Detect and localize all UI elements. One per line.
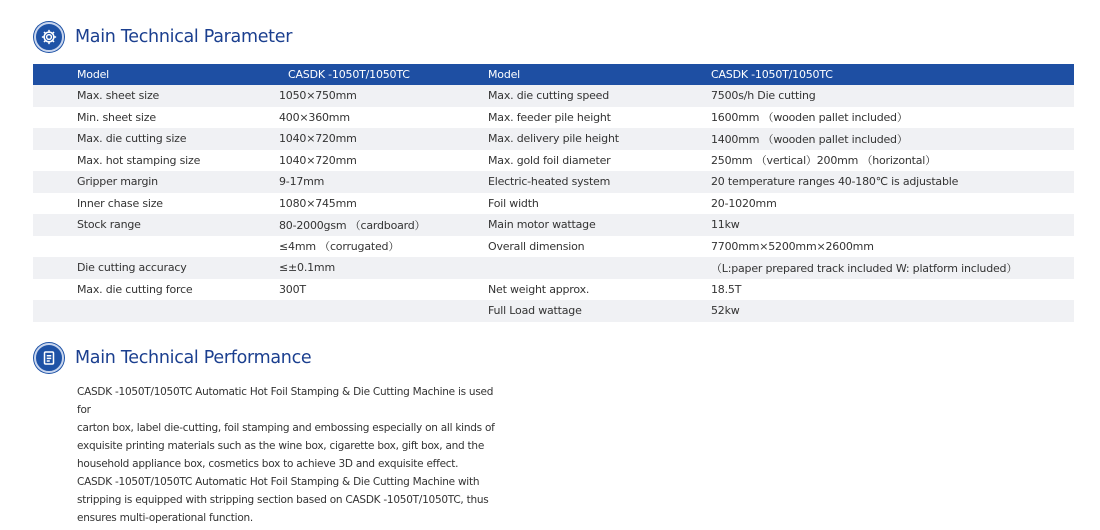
param-label: Net weight approx. [470, 279, 690, 301]
param-value: 250mm （vertical）200mm （horizontal） [690, 150, 1074, 172]
parameter-section-header [34, 22, 292, 52]
table-header-cell: CASDK -1050T/1050TC [690, 64, 1074, 85]
param-value: 300T [251, 279, 470, 301]
param-label: Max. hot stamping size [33, 150, 251, 172]
param-label: Max. gold foil diameter [470, 150, 690, 172]
param-label: Stock range [33, 214, 251, 236]
param-label [470, 257, 690, 279]
param-value: 1050×750mm [251, 85, 470, 107]
param-label: Electric-heated system [470, 171, 690, 193]
param-value: 7500s/h Die cutting [690, 85, 1074, 107]
param-value: 1600mm （wooden pallet included） [690, 107, 1074, 129]
table-row [33, 128, 1074, 150]
table-row [33, 214, 1074, 236]
param-label: Max. delivery pile height [470, 128, 690, 150]
param-label: Max. sheet size [33, 85, 251, 107]
description-line: ensures multi-operational function. [77, 512, 253, 524]
table-row [33, 150, 1074, 172]
param-value: （L:paper prepared track included W: platform included） [690, 257, 1074, 279]
param-value: 7700mm×5200mm×2600mm [690, 236, 1074, 258]
table-row [33, 171, 1074, 193]
param-label: Gripper margin [33, 171, 251, 193]
param-label [33, 300, 251, 322]
param-label: Inner chase size [33, 193, 251, 215]
param-value: 52kw [690, 300, 1074, 322]
table-row [33, 279, 1074, 301]
param-label: Full Load wattage [470, 300, 690, 322]
param-value: 1040×720mm [251, 128, 470, 150]
table-header-cell: Model [33, 64, 251, 85]
description-line: exquisite printing materials such as the wine box, cigarette box, gift box, and the [77, 440, 485, 452]
param-value: ≤±0.1mm [251, 257, 470, 279]
param-label: Overall dimension [470, 236, 690, 258]
param-value: ≤4mm （corrugated） [251, 236, 470, 258]
table-row [33, 85, 1074, 107]
param-label: Max. die cutting force [33, 279, 251, 301]
description-line: carton box, label die-cutting, foil stamping and embossing especially on all kinds of [77, 422, 495, 434]
param-value [251, 300, 470, 322]
param-value: 11kw [690, 214, 1074, 236]
param-value: 1040×720mm [251, 150, 470, 172]
description-line: CASDK -1050T/1050TC Automatic Hot Foil Stamping & Die Cutting Machine is used for [77, 386, 494, 416]
performance-section-header [34, 343, 311, 373]
param-value: 20-1020mm [690, 193, 1074, 215]
description-line: household appliance box, cosmetics box to achieve 3D and exquisite effect. [77, 458, 459, 470]
table-header-row [33, 64, 1074, 85]
performance-section-title: Main Technical Performance [75, 348, 312, 368]
param-label: Min. sheet size [33, 107, 251, 129]
gear-icon [34, 22, 64, 52]
param-label: Foil width [470, 193, 690, 215]
table-row [33, 193, 1074, 215]
param-value: 1080×745mm [251, 193, 470, 215]
param-value: 20 temperature ranges 40-180℃ is adjustable [690, 171, 1074, 193]
table-row [33, 107, 1074, 129]
performance-description [77, 383, 497, 527]
param-label [33, 236, 251, 258]
param-value: 9-17mm [251, 171, 470, 193]
parameter-section-title: Main Technical Parameter [75, 27, 293, 47]
parameter-table [33, 64, 1074, 322]
param-value: 18.5T [690, 279, 1074, 301]
table-header-cell: CASDK -1050T/1050TC [251, 64, 470, 85]
table-row [33, 236, 1074, 258]
description-line: stripping is equipped with stripping section based on CASDK -1050T/1050TC, thus [77, 494, 489, 506]
table-header-cell: Model [470, 64, 690, 85]
table-row [33, 257, 1074, 279]
document-icon [34, 343, 64, 373]
param-value: 400×360mm [251, 107, 470, 129]
description-line: CASDK -1050T/1050TC Automatic Hot Foil Stamping & Die Cutting Machine with [77, 476, 480, 488]
param-label: Max. die cutting speed [470, 85, 690, 107]
param-label: Die cutting accuracy [33, 257, 251, 279]
table-row [33, 300, 1074, 322]
param-label: Max. die cutting size [33, 128, 251, 150]
param-value: 1400mm （wooden pallet included） [690, 128, 1074, 150]
param-label: Main motor wattage [470, 214, 690, 236]
param-label: Max. feeder pile height [470, 107, 690, 129]
param-value: 80-2000gsm （cardboard） [251, 214, 470, 236]
